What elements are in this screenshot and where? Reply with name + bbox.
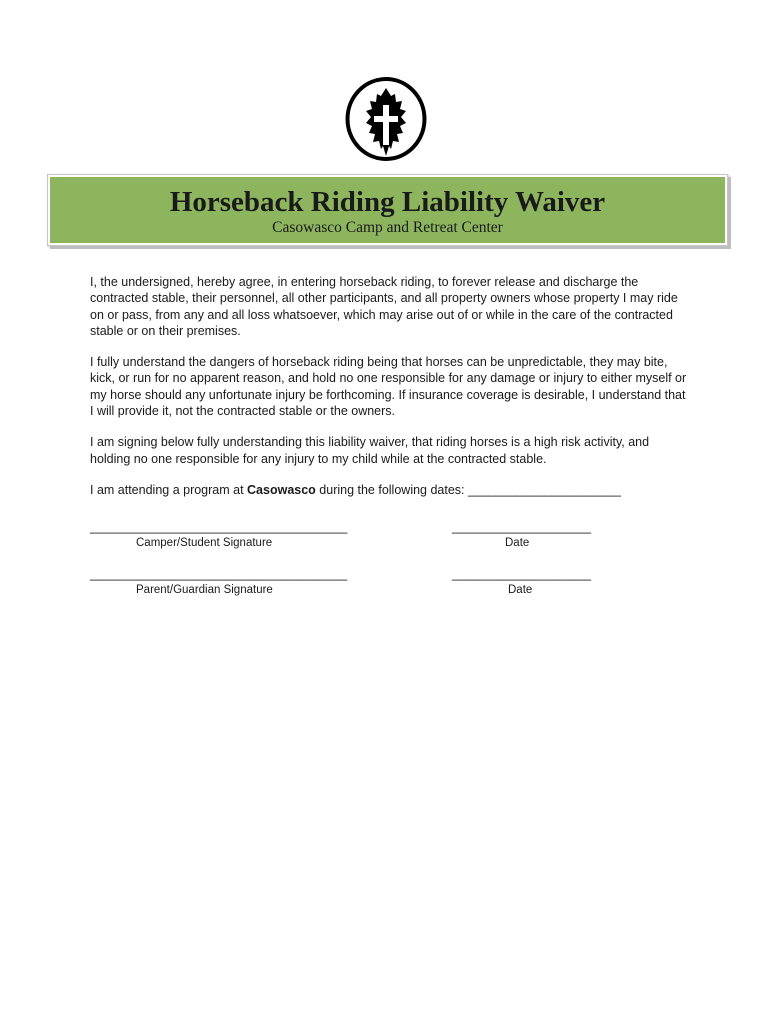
leaf-cross-logo-icon (344, 76, 428, 162)
parent-date-label: Date (508, 584, 533, 596)
parent-signature-line[interactable]: _____________________________________ (90, 567, 348, 581)
parent-date-line[interactable]: ____________________ (452, 567, 592, 581)
camper-signature-label: Camper/Student Signature (136, 537, 273, 549)
program-dates-paragraph (90, 482, 690, 498)
camper-date-line[interactable]: ____________________ (452, 520, 592, 534)
program-dates-prefix: I am attending a program at (90, 482, 248, 497)
title-banner (47, 174, 728, 246)
dangers-paragraph: I fully understand the dangers of horseback riding being that horses can be unpredictable, they may bite, kick, or run for no apparent reason, and hold no one responsible for any damage or injury to either myself or my horse should any unfortunate injury be forthcoming. If insurance coverage is desirable, I understand that I will provide it, not the contracted stable or the owners. (90, 355, 687, 419)
waiver-body (90, 274, 690, 513)
title-banner-fill (50, 177, 725, 243)
program-dates-blank: during the following dates: ______________________ (315, 482, 621, 497)
document-subtitle: Casowasco Camp and Retreat Center (272, 219, 503, 236)
acknowledgement-paragraph: I am signing below fully understanding this liability waiver, that riding horses is a high risk activity, and holding no one responsible for any injury to my child while at the contracted stable. (90, 435, 650, 466)
camp-name: Casowasco (247, 482, 316, 497)
camper-date-label: Date (505, 537, 530, 549)
document-title: Horseback Riding Liability Waiver (169, 186, 606, 218)
parent-signature-label: Parent/Guardian Signature (136, 584, 273, 596)
release-paragraph: I, the undersigned, hereby agree, in entering horseback riding, to forever release and discharge the contracted stable, their personnel, all other participants, and all property owners whose property I may ride on or pass, from any and all loss whatsoever, which may arise out of or while in the care of the contracted stable or on their premises. (90, 275, 678, 338)
camper-signature-line[interactable]: _____________________________________ (90, 520, 348, 534)
